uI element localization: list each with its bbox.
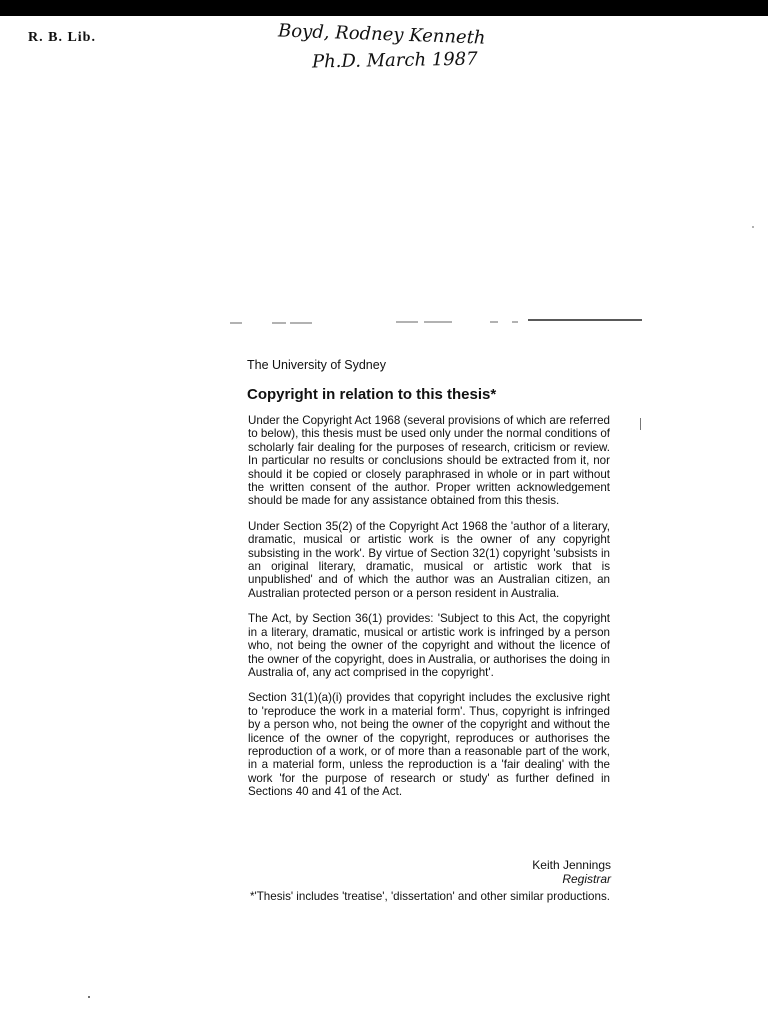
signatory-role: Registrar	[562, 872, 611, 886]
institution-name: The University of Sydney	[247, 358, 386, 372]
page-title: Copyright in relation to this thesis*	[247, 386, 497, 403]
faint-rule-line	[228, 316, 648, 328]
handwritten-author-name: Boyd, Rodney Kenneth	[277, 20, 486, 49]
copyright-notice-body	[248, 414, 610, 811]
scan-top-border	[0, 0, 768, 16]
footnote: *'Thesis' includes 'treatise', 'dissertation' and other similar productions.	[250, 890, 610, 903]
scan-speck	[752, 226, 754, 228]
paragraph: Under the Copyright Act 1968 (several provisions of which are referred to below), this thesis must be used only under the normal conditions of scholarly fair dealing for the purposes of research, criticism or review. In particular no results or conclusions should be extracted from it, nor should it be copied or closely paraphrased in whole or in part without the written consent of the author. Proper written acknowledgement should be made for any assistance obtained from this thesis.	[248, 414, 610, 508]
scan-mark	[640, 418, 641, 430]
library-stamp: R. B. Lib.	[28, 30, 96, 45]
handwritten-degree-date: Ph.D. March 1987	[311, 48, 478, 73]
paragraph: The Act, by Section 36(1) provides: 'Subject to this Act, the copyright in a literary, dramatic, musical or artistic work is infringed by a person who, not being the owner of the copyright and without the licence of the owner of the copyright, does in Australia, or authorises the doing in Australia of, any act comprised in the copyright'.	[248, 612, 610, 679]
paragraph: Section 31(1)(a)(i) provides that copyright includes the exclusive right to 'reproduce the work in a material form'. Thus, copyright is infringed by a person who, not being the owner of the copyright and without the licence of the owner of the copyright, reproduces or authorises the reproduction of a work, or of more than a reasonable part of the work, in a material form, unless the reproduction is a 'fair dealing' with the work 'for the purpose of research or study' as further defined in Sections 40 and 41 of the Act.	[248, 691, 610, 799]
paragraph: Under Section 35(2) of the Copyright Act 1968 the 'author of a literary, dramatic, musical or artistic work is the owner of any copyright subsisting in the work'. By virtue of Section 32(1) copyright 'subsists in an original literary, dramatic, musical or artistic work that is unpublished' and of which the author was an Australian citizen, an Australian protected person or a person resident in Australia.	[248, 519, 610, 600]
signature-block	[430, 858, 611, 886]
scan-speck	[88, 996, 90, 998]
signatory-name: Keith Jennings	[532, 858, 611, 872]
